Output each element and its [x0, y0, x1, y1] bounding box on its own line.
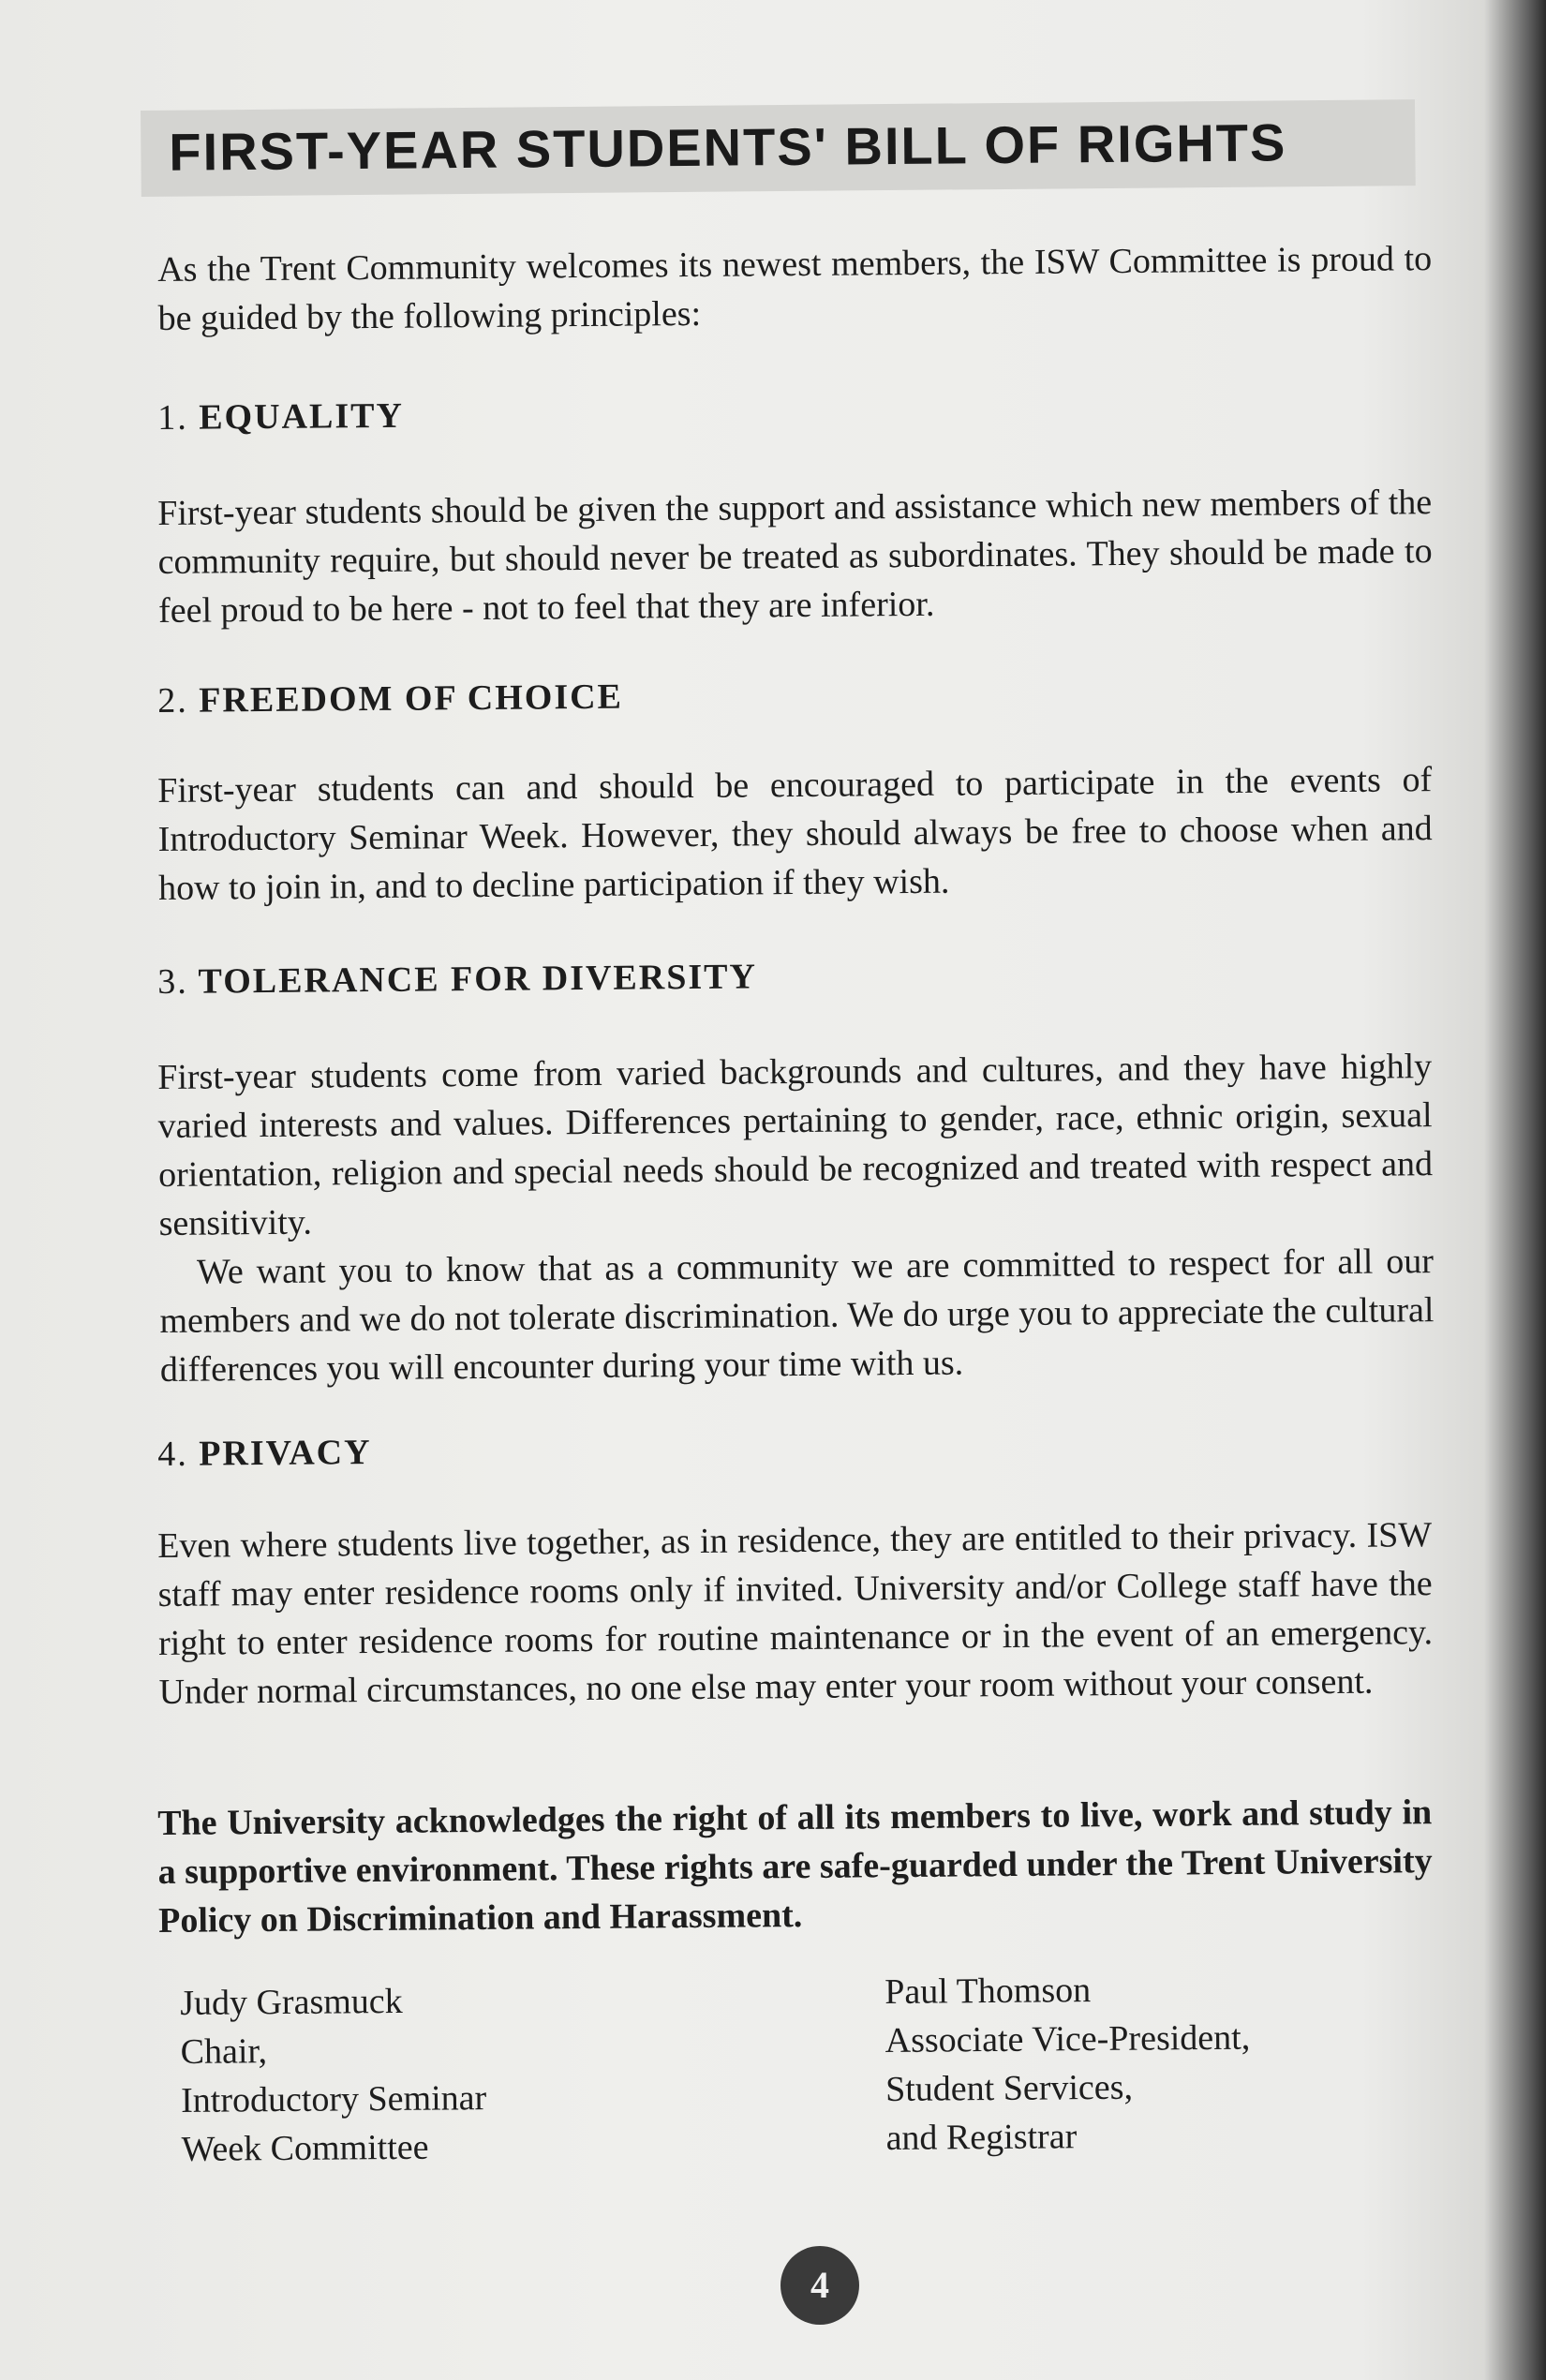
section-number: 4. — [157, 1434, 188, 1474]
section-freedom-body — [157, 755, 1433, 913]
section-number: 2. — [157, 680, 188, 721]
section-paragraph: First-year students should be given the support and assistance which new members of the community require, but should never be treated as subordinates. They should be made to feel proud to be here - not to feel that they are inferior. — [157, 483, 1433, 631]
section-privacy — [157, 1419, 1432, 1479]
section-number: 1. — [157, 397, 188, 438]
section-tolerance — [157, 946, 1432, 1006]
section-title: FREEDOM OF CHOICE — [199, 677, 624, 721]
section-paragraph: Even where students live together, as in residence, they are entitled to their privacy. ISW staff may enter residence rooms only if invited. University and/or College staff have the right to enter residence rooms for routine maintenance or in the event of an emergency. Under normal circumstances, no one else may enter your room without your consent. — [157, 1515, 1434, 1712]
section-heading — [157, 946, 1432, 1006]
section-title: PRIVACY — [199, 1433, 372, 1474]
signatory-line: Paul Thomson — [884, 1971, 1092, 2012]
section-title: EQUALITY — [199, 395, 405, 438]
section-tolerance-body — [157, 1042, 1435, 1394]
section-number: 3. — [157, 961, 188, 1002]
title-banner — [141, 99, 1416, 197]
section-equality-body — [157, 478, 1433, 635]
section-paragraph: First-year students can and should be encouraged to participate in the events of Introductory Seminar Week. However, they should always be free to choose when and how to join in, and to decline participation if they wish. — [157, 760, 1433, 908]
section-paragraph: First-year students come from varied backgrounds and cultures, and they have highly varied interests and values. Differences pertaining to gender, race, ethnic origin, sexual orientation, religion and special needs should be recognized and treated with respect and sensitivity. — [157, 1047, 1434, 1243]
signatory-left — [180, 1976, 487, 2174]
page-number-badge: 4 — [780, 2246, 859, 2325]
section-title: TOLERANCE FOR DIVERSITY — [198, 957, 758, 1002]
section-freedom-of-choice — [157, 665, 1432, 725]
intro-paragraph: As the Trent Community welcomes its newest members, the ISW Committee is proud to be guided by the following principles: — [157, 239, 1433, 338]
signatory-line: Chair, — [180, 2031, 268, 2072]
closing-paragraph: The University acknowledges the right of all its members to live, work and study in a supportive environment. These rights are safe-guarded under the Trent University Policy on Discrimination and Harassment. — [157, 1792, 1433, 1941]
section-heading — [157, 1419, 1432, 1479]
page-title: FIRST-YEAR STUDENTS' BILL OF RIGHTS — [169, 112, 1287, 182]
signatory-line: Student Services, — [884, 2067, 1134, 2109]
signatory-right — [884, 1965, 1251, 2163]
signatory-line: Judy Grasmuck — [180, 1981, 403, 2023]
signatory-line: and Registrar — [885, 2117, 1078, 2158]
signatory-line: Week Committee — [181, 2127, 429, 2169]
closing-statement — [157, 1788, 1433, 1945]
section-privacy-body — [157, 1510, 1434, 1717]
section-heading — [157, 665, 1432, 725]
section-paragraph: We want you to know that as a community we are committed to respect for all our members and we do not tolerate discrimination. We do urge you to appreciate the cultural differences you will encounter during your time with us. — [159, 1242, 1435, 1390]
intro-block — [157, 234, 1433, 343]
signatory-line: Associate Vice-President, — [884, 2017, 1251, 2060]
section-heading — [157, 382, 1432, 442]
section-equality — [157, 382, 1432, 442]
signatory-line: Introductory Seminar — [180, 2078, 487, 2120]
